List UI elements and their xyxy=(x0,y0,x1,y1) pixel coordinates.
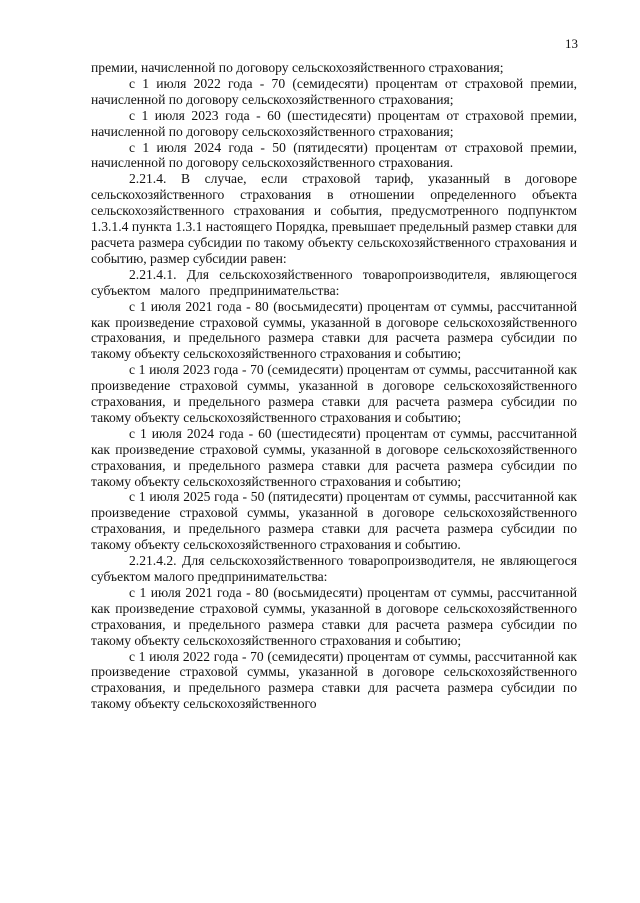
paragraph: с 1 июля 2022 года - 70 (семидесяти) процентам от суммы, рассчитанной как произведение страховой суммы, указанной в договоре сельскохозяйственного страхования, и предельного размера ставки для расчета размера субсидии по такому объекту сельскохозяйственного xyxy=(91,648,577,712)
paragraph: 2.21.4. В случае, если страховой тариф, указанный в договоре сельскохозяйственного страхования в отношении определенного объекта сельскохозяйственного страхования и события, предусмотренного подпунктом 1.3.1.4 пункта 1.3.1 настоящего Порядка, превышает предельный размер ставки для расчета размера субсидии по такому объекту сельскохозяйственного страхования и событию, размер субсидии равен: xyxy=(91,171,577,266)
paragraph: с 1 июля 2021 года - 80 (восьмидесяти) процентам от суммы, рассчитанной как произведение страховой суммы, указанной в договоре сельскохозяйственного страхования, и предельного размера ставки для расчета размера субсидии по такому объекту сельскохозяйственного страхования и событию; xyxy=(91,298,577,362)
paragraph: с 1 июля 2024 года - 50 (пятидесяти) процентам от страховой премии, начисленной по договору сельскохозяйственного страхования. xyxy=(91,139,577,171)
paragraph: с 1 июля 2024 года - 60 (шестидесяти) процентам от суммы, рассчитанной как произведение страховой суммы, указанной в договоре сельскохозяйственного страхования, и предельного размера ставки для расчета размера субсидии по такому объекту сельскохозяйственного страхования и событию; xyxy=(91,425,577,489)
paragraph: с 1 июля 2025 года - 50 (пятидесяти) процентам от суммы, рассчитанной как произведение страховой суммы, указанной в договоре сельскохозяйственного страхования, и предельного размера ставки для расчета размера субсидии по такому объекту сельскохозяйственного страхования и событию. xyxy=(91,489,577,553)
paragraph: с 1 июля 2021 года - 80 (восьмидесяти) процентам от суммы, рассчитанной как произведение страховой суммы, указанной в договоре сельскохозяйственного страхования, и предельного размера ставки для расчета размера субсидии по такому объекту сельскохозяйственного страхования и событию; xyxy=(91,584,577,648)
paragraph: с 1 июля 2022 года - 70 (семидесяти) процентам от страховой премии, начисленной по договору сельскохозяйственного страхования; xyxy=(91,75,577,107)
paragraph: с 1 июля 2023 года - 60 (шестидесяти) процентам от страховой премии, начисленной по договору сельскохозяйственного страхования; xyxy=(91,107,577,139)
paragraph: 2.21.4.1. Для сельскохозяйственного товаропроизводителя, являющегося субъектом малого предпринимательства: xyxy=(91,266,577,298)
page-number: 13 xyxy=(565,36,578,51)
paragraph: 2.21.4.2. Для сельскохозяйственного товаропроизводителя, не являющегося субъектом малого предпринимательства: xyxy=(91,553,577,584)
paragraph: с 1 июля 2023 года - 70 (семидесяти) процентам от суммы, рассчитанной как произведение страховой суммы, указанной в договоре сельскохозяйственного страхования, и предельного размера ставки для расчета размера субсидии по такому объекту сельскохозяйственного страхования и событию; xyxy=(91,362,577,425)
document-body xyxy=(91,60,577,712)
paragraph: премии, начисленной по договору сельскохозяйственного страхования; xyxy=(91,60,504,75)
